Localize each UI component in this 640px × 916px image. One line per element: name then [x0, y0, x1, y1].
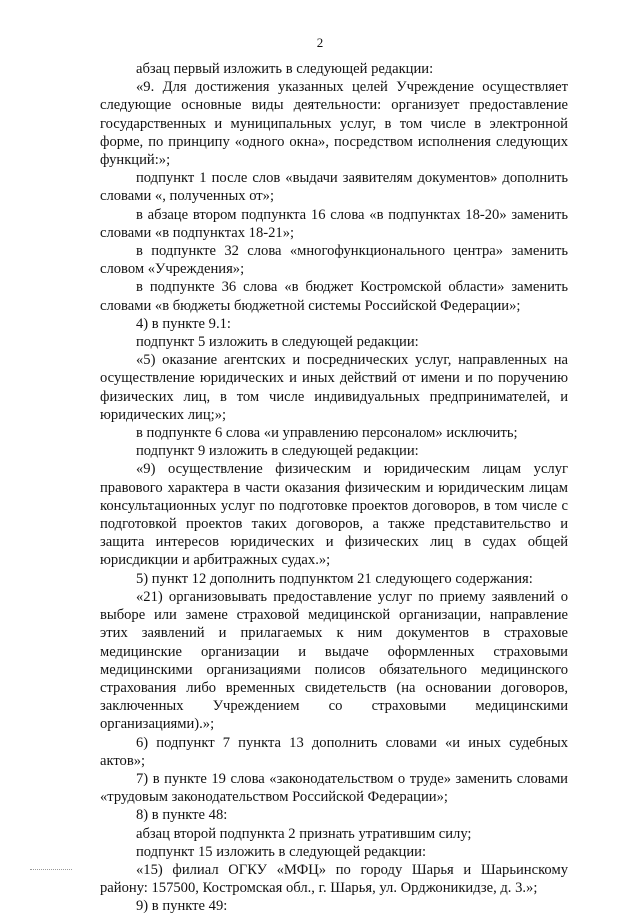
paragraph: 6) подпункт 7 пункта 13 дополнить словами «и иных судебных актов»;: [100, 734, 568, 769]
paragraph: «9) осуществление физическим и юридическим лицам услуг правового характера в части оказания физическим и юридическим лицам консультационных услуг по подготовке проектов договоров, в том числе с подготовкой проектов таких договоров, а также представительство и защита интересов юридических и физических лиц в судах общей юрисдикции и арбитражных судах.»;: [100, 461, 568, 569]
paragraph: абзац первый изложить в следующей редакции:: [136, 61, 434, 77]
paragraph: подпункт 9 изложить в следующей редакции:: [136, 443, 419, 460]
paragraph: в подпункте 32 слова «многофункционального центра» заменить словом «Учреждения»;: [100, 243, 568, 278]
document-body: [100, 60, 568, 916]
paragraph: в подпункте 6 слова «и управлению персоналом» исключить;: [136, 425, 518, 442]
paragraph: 4) в пункте 9.1:: [136, 315, 231, 332]
paragraph: подпункт 15 изложить в следующей редакции:: [136, 843, 427, 860]
paragraph: подпункт 5 изложить в следующей редакции:: [136, 334, 419, 351]
paragraph: в подпункте 36 слова «в бюджет Костромской области» заменить словами «в бюджеты бюджетной системы Российской Федерации»;: [100, 279, 568, 314]
paragraph: «15) филиал ОГКУ «МФЦ» по городу Шарья и Шарьинскому району: 157500, Костромская обл., г. Шарья, ул. Орджоникидзе, д. 3.»;: [100, 861, 568, 897]
paragraph: «5) оказание агентских и посреднических услуг, направленных на осуществление юридических и иных действий от имени и по поручению физических лиц, в том числе индивидуальных предпринимателей, и юридических лиц;»;: [100, 352, 568, 423]
paragraph: в абзаце втором подпункта 16 слова «в подпунктах 18-20» заменить словами «в подпунктах 18-21»;: [100, 206, 568, 241]
scan-footer-mark: [30, 867, 72, 870]
paragraph: «21) организовывать предоставление услуг по приему заявлений о выборе или замене страховой медицинской организации, направление этих заявлений и прилагаемых к ним документов в страховые медицинские организации и выдаче оформленных страховыми медицинскими организациями полисов обязательного медицинского страхования либо временных свидетельств (на основании договоров, заключенных Учреждением со страховыми медицинскими организациями).»;: [100, 588, 568, 733]
paragraph: 7) в пункте 19 слова «законодательством о труде» заменить словами «трудовым законодательством Российской Федерации»;: [100, 770, 568, 806]
paragraph: «9. Для достижения указанных целей Учреждение осуществляет следующие основные виды деятельности: организует предоставление государственных и муниципальных услуг, в том числе в электронной форме, по принципу «одного окна», посредством исполнения следующих функций:»;: [100, 79, 568, 169]
paragraph: абзац второй подпункта 2 признать утратившим силу;: [136, 825, 472, 842]
paragraph: 8) в пункте 48:: [136, 807, 228, 824]
paragraph: 9) в пункте 49:: [136, 898, 228, 915]
paragraph: подпункт 1 после слов «выдачи заявителям документов» дополнить словами «, полученных от»;: [100, 170, 568, 205]
page-number: 2: [316, 35, 324, 50]
paragraph: 5) пункт 12 дополнить подпунктом 21 следующего содержания:: [136, 570, 533, 587]
